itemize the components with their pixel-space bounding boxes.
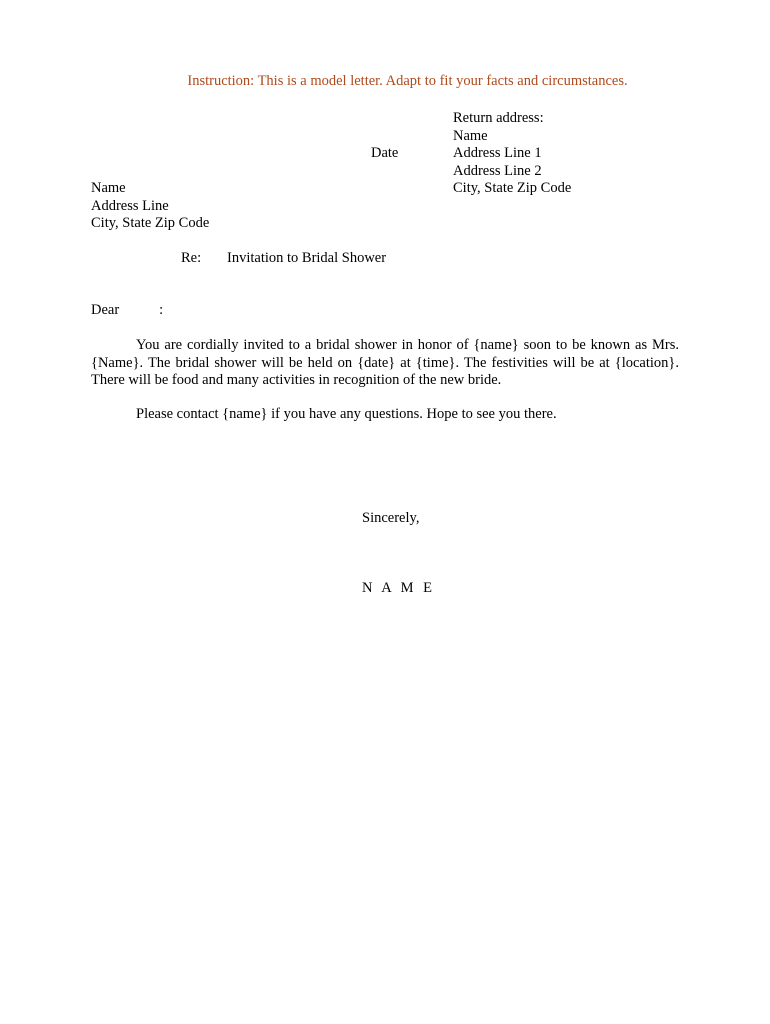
recipient-name: Name [91, 180, 126, 196]
salutation-word: Dear [91, 302, 120, 318]
re-label: Re: [181, 250, 202, 266]
closing: Sincerely, [362, 510, 420, 526]
recipient-address-block [91, 180, 209, 233]
return-address-name: Name [453, 127, 488, 144]
return-address-city-state-zip: City, State Zip Code [453, 180, 572, 196]
salutation-colon: : [159, 302, 164, 318]
salutation [91, 302, 163, 320]
recipient-city-state-zip: City, State Zip Code [91, 215, 210, 231]
signature-name: N A M E [362, 580, 435, 596]
re-subject: Invitation to Bridal Shower [227, 250, 387, 266]
instruction-note: Instruction: This is a model letter. Adapt to fit your facts and circumstances. [187, 73, 628, 89]
return-address-block [453, 110, 571, 198]
return-address-label: Return address: [453, 110, 544, 126]
return-address-line1: Address Line 1 [453, 145, 542, 161]
letter-date: Date [371, 145, 399, 161]
recipient-address-line: Address Line [91, 197, 169, 214]
return-address-line2: Address Line 2 [453, 162, 542, 179]
body-paragraph-1: You are cordially invited to a bridal shower in honor of {name} soon to be known as Mrs. {Name}. The bridal shower will be held on {date} at {time}. The festivities will be at {location}. There will be food and many activities in recognition of the new bride. [91, 337, 679, 388]
body-paragraph-2: Please contact {name} if you have any questions. Hope to see you there. [136, 406, 557, 422]
